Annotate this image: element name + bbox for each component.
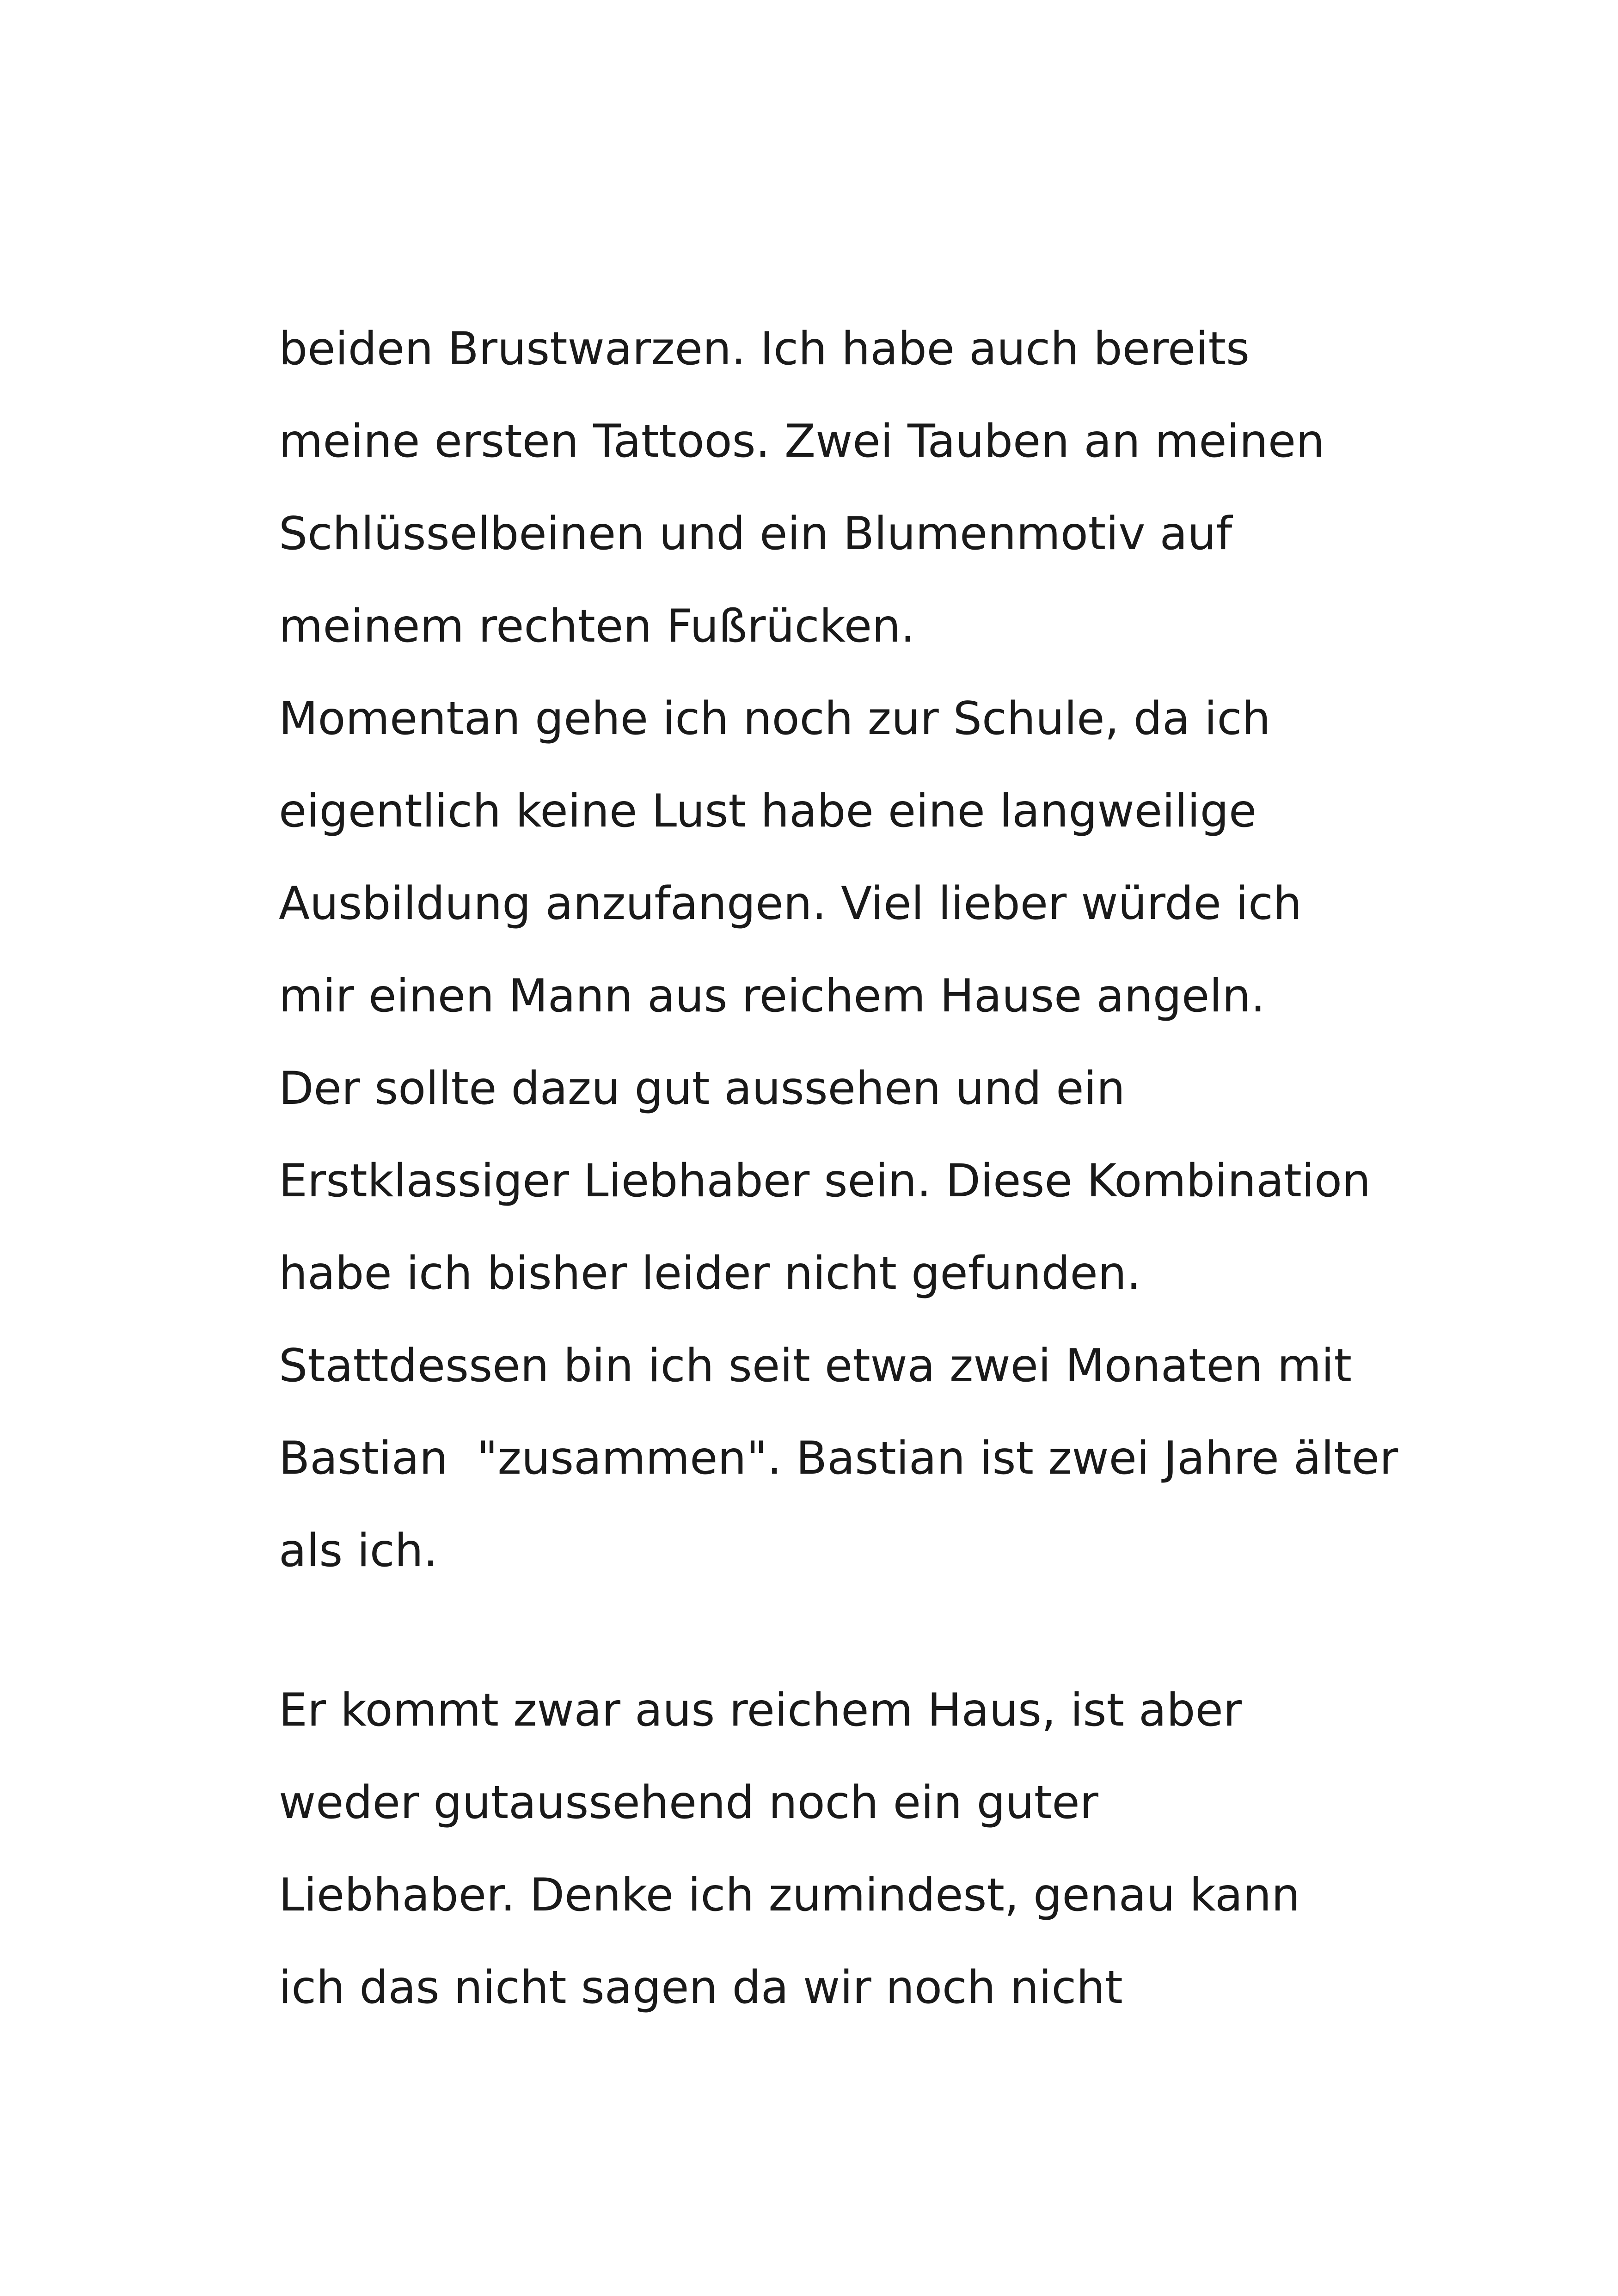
text-line: habe ich bisher leider nicht gefunden.	[279, 1247, 1141, 1300]
text-line: Momentan gehe ich noch zur Schule, da ich	[279, 692, 1271, 745]
text-line: eigentlich keine Lust habe eine langweilige	[279, 785, 1257, 838]
text-line: meine ersten Tattoos. Zwei Tauben an meinen	[279, 415, 1325, 468]
paragraph-1	[279, 303, 1398, 1597]
text-line: weder gutaussehend noch ein guter	[279, 1776, 1098, 1829]
text-line: Der sollte dazu gut aussehen und ein	[279, 1062, 1125, 1115]
paragraph-2	[279, 1664, 1388, 2034]
text-line: Bastian "zusammen". Bastian ist zwei Jahre älter	[279, 1432, 1398, 1485]
text-line: beiden Brustwarzen. Ich habe auch bereits	[279, 323, 1250, 375]
text-line: Stattdessen bin ich seit etwa zwei Monaten mit	[279, 1340, 1352, 1392]
text-line: mir einen Mann aus reichem Hause angeln.	[279, 970, 1265, 1022]
text-line: Erstklassiger Liebhaber sein. Diese Kombination	[279, 1155, 1371, 1207]
text-line: Schlüsselbeinen und ein Blumenmotiv auf	[279, 508, 1232, 560]
text-line: Er kommt zwar aus reichem Haus, ist aber	[279, 1684, 1242, 1737]
text-line: Liebhaber. Denke ich zumindest, genau kann	[279, 1869, 1300, 1922]
text-line: als ich.	[279, 1525, 438, 1577]
text-line: ich das nicht sagen da wir noch nicht	[279, 1961, 1123, 2014]
text-line: meinem rechten Fußrücken.	[279, 600, 915, 653]
text-line: Ausbildung anzufangen. Viel lieber würde ich	[279, 877, 1302, 930]
